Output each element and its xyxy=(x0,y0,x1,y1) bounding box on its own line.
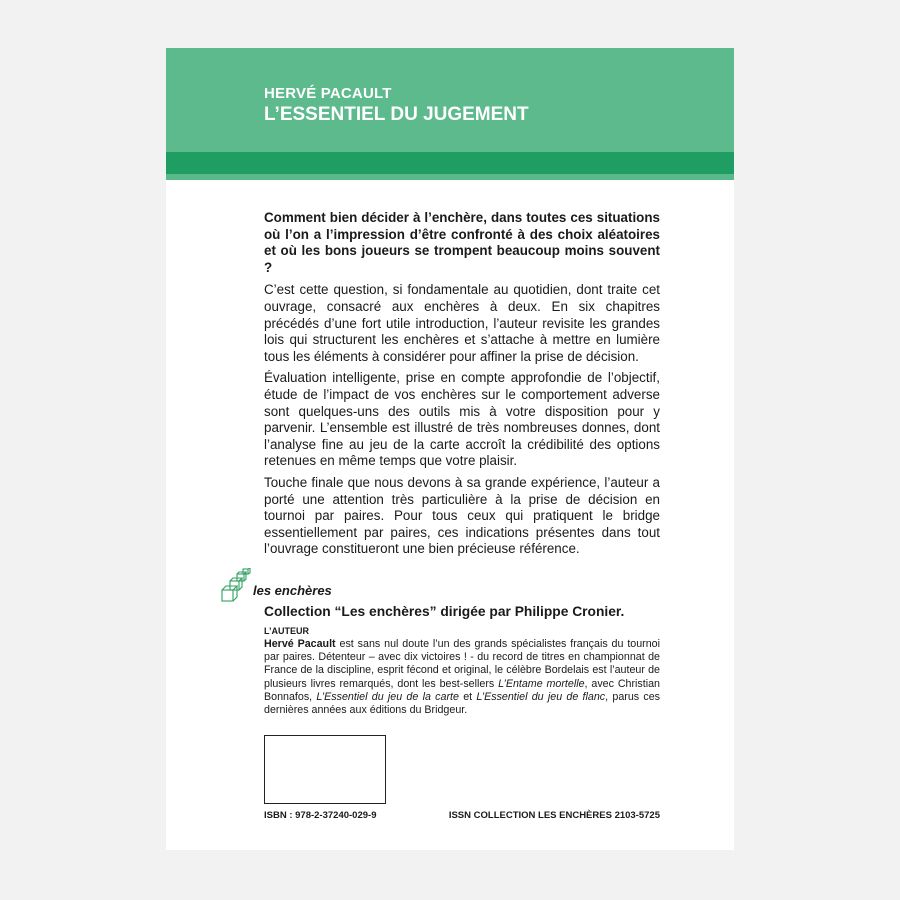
lead-question: Comment bien décider à l’enchère, dans toutes ces situations où l’on a l’impression d’être confronté à des choix aléatoires et où les bons joueurs se trompent beaucoup moins souvent ? xyxy=(264,210,660,275)
bio-text-3: et xyxy=(458,690,477,703)
bio-book-3: L’Essentiel du jeu de flanc xyxy=(476,690,606,703)
bio-book-1: L’Entame mortelle xyxy=(498,677,585,690)
barcode-placeholder xyxy=(264,735,386,804)
author-heading: L’AUTEUR xyxy=(264,626,309,636)
blurb-paragraph-3: Touche finale que nous devons à sa grande expérience, l’auteur a porté une attention très particulière à la prise de décision en tournoi par paires. Pour tous ceux qui pratiquent le bridge essentiellement par paires, ces indications présentes dans tout l’ouvrage constitueront une bien précieuse référence. xyxy=(264,474,660,557)
bio-text-4: , parus ces dernières années aux éditions du Bridgeur. xyxy=(264,690,660,717)
collection-line: Collection “Les enchères” dirigée par Philippe Cronier. xyxy=(264,604,625,619)
book-back-cover xyxy=(166,48,734,850)
bio-book-2: L’Essentiel du jeu de la carte xyxy=(316,690,459,703)
header-banner xyxy=(166,48,734,152)
stacked-cubes-icon xyxy=(221,568,255,604)
blurb-paragraph-2: Évaluation intelligente, prise en compte approfondie de l’objectif, étude de l’impact de vos enchères sur le comportement adverse sont quelques-uns des outils mis à votre disposition pour y parvenir. L’ensemble est illustré de très nombreuses donnes, dont l’analyse fine au jeu de la carte accroît la crédibilité des options retenues en même temps que votre plaisir. xyxy=(264,370,660,469)
bio-author-name: Hervé Pacault xyxy=(264,638,336,650)
collection-logo-label: les enchères xyxy=(253,583,332,598)
isbn: ISBN : 978-2-37240-029-9 xyxy=(264,810,377,821)
author-name: HERVÉ PACAULT xyxy=(264,85,392,102)
author-bio xyxy=(264,638,660,717)
book-title: L’ESSENTIEL DU JUGEMENT xyxy=(264,104,529,125)
bio-text-2: , avec Christian Bonnafos, xyxy=(264,677,661,703)
header-stripe xyxy=(166,152,734,174)
blurb xyxy=(264,210,660,563)
blurb-paragraph-1: C’est cette question, si fondamentale au quotidien, dont traite cet ouvrage, consacré aux enchères à deux. En six chapitres précédés d’une fort utile introduction, l’auteur revisite les grandes lois qui structurent les enchères et s’attache à mettre en lumière tous les éléments à considérer pour affiner la prise de décision. xyxy=(264,282,660,364)
bio-text-1: est sans nul doute l’un des grands spécialistes français du tournoi par paires. Détenteur – avec dix victoires ! - du record de titres en championnat de France de la discipline, esprit fécond et original, le célèbre Bordelais est l’auteur de plusieurs livres remarqués, dont les best-sellers xyxy=(264,638,661,690)
header-stripe-line xyxy=(166,174,734,180)
issn: ISSN COLLECTION LES ENCHÈRES 2103-5725 xyxy=(448,810,660,821)
